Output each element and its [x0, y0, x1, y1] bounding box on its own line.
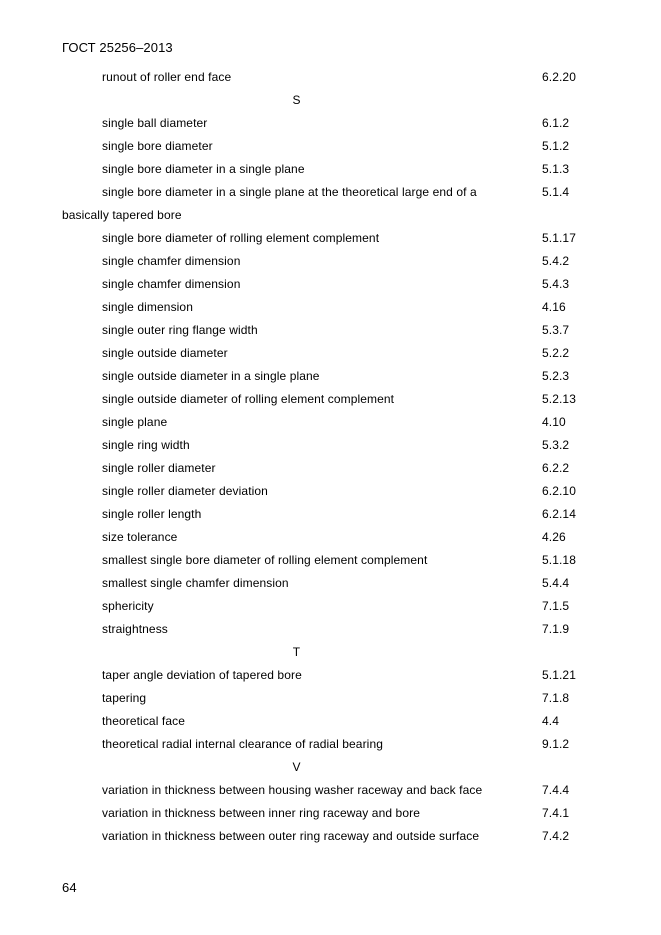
index-term: single bore diameter in a single plane at the theoretical large end of a basically tapered bore [62, 185, 477, 222]
index-entry-row [0, 779, 661, 802]
index-section-letter: T [292, 645, 301, 659]
index-entry-row [0, 526, 661, 549]
index-clause-ref: 5.1.4 [542, 185, 570, 199]
index-clause-ref: 5.2.13 [542, 392, 576, 406]
index-clause-ref: 7.4.4 [542, 783, 570, 797]
index-entry-row [0, 296, 661, 319]
index-term: tapering [102, 691, 147, 705]
index-entry-row [0, 434, 661, 457]
index-term: theoretical radial internal clearance of radial bearing [102, 737, 383, 751]
index-entry-row [0, 572, 661, 595]
index-clause-ref: 9.1.2 [542, 737, 570, 751]
index-entry-row [0, 342, 661, 365]
index-entry-row [0, 181, 661, 227]
index-clause-ref: 6.2.2 [542, 461, 570, 475]
index-clause-ref: 4.16 [542, 300, 566, 314]
index-section-letter: S [292, 93, 301, 107]
index-term: single ring width [102, 438, 190, 452]
index-entry-row [0, 135, 661, 158]
index-clause-ref: 5.4.3 [542, 277, 570, 291]
index-clause-ref: 5.1.18 [542, 553, 576, 567]
index-clause-ref: 5.1.17 [542, 231, 576, 245]
index-term: smallest single bore diameter of rolling element complement [102, 553, 428, 567]
index-clause-ref: 5.1.2 [542, 139, 570, 153]
index-term: variation in thickness between outer ring raceway and outside surface [102, 829, 480, 843]
index-section-row [0, 89, 661, 112]
index-term: runout of roller end face [102, 70, 232, 84]
index-term: single outside diameter [102, 346, 228, 360]
index-term: single outside diameter in a single plane [102, 369, 320, 383]
index-entry-row [0, 250, 661, 273]
index-clause-ref: 7.4.2 [542, 829, 570, 843]
index-clause-ref: 4.26 [542, 530, 566, 544]
index-term: variation in thickness between inner ring raceway and bore [102, 806, 420, 820]
index-term: single roller diameter [102, 461, 216, 475]
index-clause-ref: 4.4 [542, 714, 559, 728]
index-term: single roller length [102, 507, 202, 521]
index-clause-ref: 5.3.2 [542, 438, 570, 452]
index-entry-row [0, 802, 661, 825]
index-entry-row [0, 825, 661, 848]
index-entry-row [0, 411, 661, 434]
index-term: smallest single chamfer dimension [102, 576, 289, 590]
index-entry-row [0, 112, 661, 135]
index-term: single roller diameter deviation [102, 484, 268, 498]
index-term: straightness [102, 622, 168, 636]
index-entry-row [0, 503, 661, 526]
index-clause-ref: 6.2.14 [542, 507, 576, 521]
index-term: single outer ring flange width [102, 323, 258, 337]
index-clause-ref: 6.2.10 [542, 484, 576, 498]
index-entry-row [0, 158, 661, 181]
index-entry-row [0, 733, 661, 756]
index-entry-row [0, 710, 661, 733]
index-term: size tolerance [102, 530, 178, 544]
index-entry-row [0, 457, 661, 480]
index-clause-ref: 7.1.8 [542, 691, 570, 705]
index-entry-row [0, 319, 661, 342]
index-term: sphericity [102, 599, 154, 613]
index-clause-ref: 7.4.1 [542, 806, 570, 820]
index-entry-row [0, 595, 661, 618]
index-term: theoretical face [102, 714, 185, 728]
index-entry-row [0, 664, 661, 687]
index-entry-row [0, 388, 661, 411]
index-entry-row [0, 687, 661, 710]
index-entry-row [0, 273, 661, 296]
index-entries [0, 66, 661, 848]
index-clause-ref: 5.1.21 [542, 668, 576, 682]
index-clause-ref: 7.1.9 [542, 622, 570, 636]
index-term: single bore diameter of rolling element complement [102, 231, 380, 245]
index-clause-ref: 5.3.7 [542, 323, 570, 337]
index-term: single plane [102, 415, 168, 429]
index-term: single ball diameter [102, 116, 208, 130]
index-entry-row [0, 227, 661, 250]
index-section-letter: V [292, 760, 301, 774]
index-entry-row [0, 66, 661, 89]
index-term: single bore diameter [102, 139, 213, 153]
index-clause-ref: 5.4.4 [542, 576, 570, 590]
index-section-row [0, 641, 661, 664]
index-entry-row [0, 618, 661, 641]
index-entry-row [0, 480, 661, 503]
index-entry-row [0, 549, 661, 572]
index-term: single dimension [102, 300, 193, 314]
index-clause-ref: 7.1.5 [542, 599, 570, 613]
index-term: single bore diameter in a single plane [102, 162, 305, 176]
index-clause-ref: 6.2.20 [542, 70, 576, 84]
index-entry-row [0, 365, 661, 388]
index-section-row [0, 756, 661, 779]
index-term: single outside diameter of rolling element complement [102, 392, 395, 406]
page-number: 64 [62, 880, 77, 895]
index-clause-ref: 5.4.2 [542, 254, 570, 268]
index-clause-ref: 6.1.2 [542, 116, 570, 130]
index-clause-ref: 5.2.3 [542, 369, 570, 383]
index-clause-ref: 5.2.2 [542, 346, 570, 360]
index-clause-ref: 4.10 [542, 415, 566, 429]
index-clause-ref: 5.1.3 [542, 162, 570, 176]
page-header-standard: ГОСТ 25256–2013 [62, 40, 173, 55]
index-term: single chamfer dimension [102, 254, 241, 268]
index-term: taper angle deviation of tapered bore [102, 668, 302, 682]
index-term: single chamfer dimension [102, 277, 241, 291]
index-term: variation in thickness between housing washer raceway and back face [102, 783, 483, 797]
